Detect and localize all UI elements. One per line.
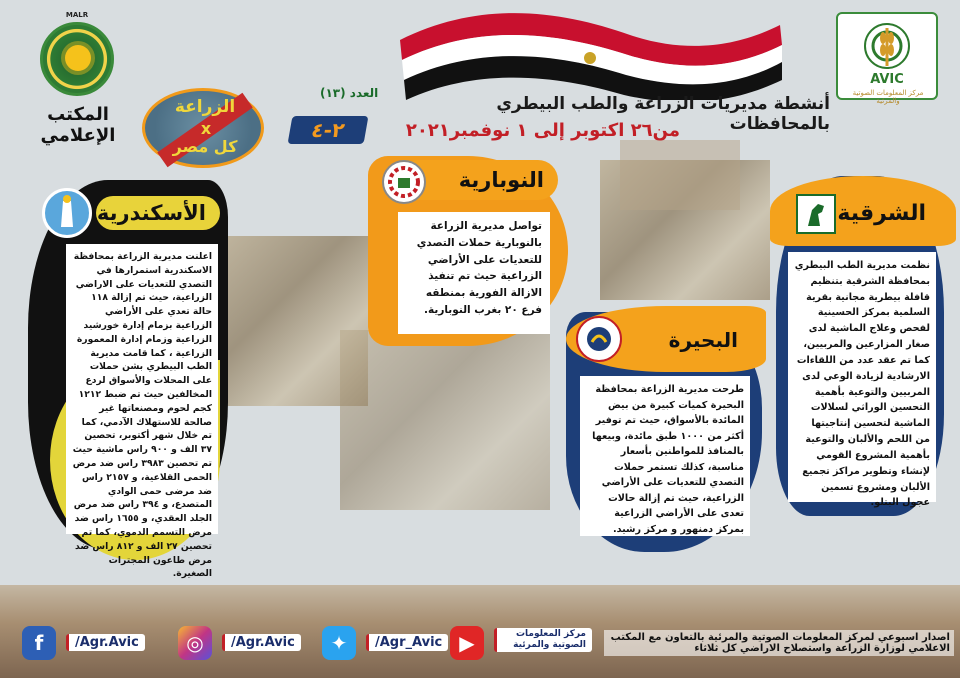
youtube-icon: ▶: [450, 626, 484, 660]
bulldozer-photo: [340, 330, 550, 510]
alexandria-body: اعلنت مديرية الزراعة بمحافظة الاسكندرية استمرارها في التصدي للتعديات على الاراضي الزراعية، حيث تم إزالة ١١٨ حالة تعدي على الأراضي الزراعية بزمام إدارة خورشيد الزراعية وزمام إدارة المعمورة الزراعية ، كما قامت مديرية الطب البيطري بشن حملات على المحلات والأسواق لردع المخالفين حيث تم ضبط ١٢١٢ كجم لحوم ومصنعاتها غير صالحة للاستهلاك الآدمي، كما تم خلال شهر أكتوبر، تحصين ٣٧ الف و ٩٠٠ راس ماشية حيث تم تحصين ٣٩٨٣ راس ضد مرض الحمى القلاعية، و ٢١٥٧ راس ضد مرضى حمى الوادي المتصدع، و ٣٩٤ راس ضد مرض الجلد العقدي، و ١٦٥٥ راس ضد مرض التسمم الدموي، كما تم تحصين ٢٧ الف و ٨١٢ راس ضد مرض طاعون المجترات الصغيرة.: [66, 244, 218, 534]
avic-subtitle: مركز المعلومات الصوتية والمرئية: [852, 89, 924, 105]
page-title: أنشطة مديريات الزراعة والطب البيطري بالمحافظات: [496, 94, 830, 134]
egypt-flag: [390, 0, 790, 100]
issue-number: العدد (١٣): [320, 86, 379, 100]
youtube-link[interactable]: [450, 620, 600, 660]
twitter-handle: /Agr_Avic: [366, 634, 448, 651]
nubaria-body: تواصل مديرية الزراعة بالنوبارية حملات التصدي للتعديات على الأراضي الزراعية حيث تم تنفيذ الازالة الفورية بمنطقه فرع ٢٠ بغرب النوبارية.: [398, 212, 550, 334]
footer-note: اصدار اسبوعي لمركز المعلومات الصوتية والمرئية بالتعاون مع المكتب الاعلامي لوزارة الزراعة واستصلاح الاراضي كل ثلاثاء: [604, 630, 954, 656]
twitter-icon: ✦: [322, 626, 356, 660]
badge-line-agriculture: الزراعة: [174, 97, 236, 117]
construction-photo: [620, 140, 740, 210]
lighthouse-icon: [42, 188, 92, 238]
instagram-link[interactable]: [178, 620, 328, 660]
sharqia-body: نظمت مديرية الطب البيطري بمحافظة الشرقية بتنظيم قافلة بيطرية مجانية بقرية السلمية بمركز الحسينية لفحص وعلاج الماشية لدى صغار المزارعين والمربيين، كما تم عقد عدد من اللقاءات الارشادية لزيادة الوعي لدى المربيين والتوعية بأهمية التحسين الوراثي لسلالات الماشية لتحسين إنتاجيتها من اللحم والألبان والتوعية بأهمية المشروع القومي لإنشاء وتطوير مراكز تجميع الألبان ومشروع تسمين عجول البتلو.: [788, 252, 936, 502]
date-range: من٢٦ اكتوبر إلى ١ نوفمبر٢٠٢١: [405, 120, 680, 141]
youtube-channel: مركز المعلومات الصوتية والمرئية: [494, 628, 592, 652]
ministry-logo-text: MALR: [65, 11, 89, 19]
avic-logo: [836, 12, 938, 105]
twitter-link[interactable]: [322, 620, 462, 660]
facebook-link[interactable]: [22, 620, 172, 660]
instagram-handle: /Agr.Avic: [222, 634, 301, 651]
sharqia-title: الشرقية: [837, 201, 926, 226]
agriculture-x-egypt-badge: [142, 88, 264, 168]
nubaria-logo: [382, 160, 426, 204]
date-tag: ٢-٤: [288, 116, 369, 144]
wheat-broadcast-icon: [838, 16, 936, 74]
sun-icon: [65, 45, 91, 71]
beheira-logo: [576, 316, 622, 362]
nubaria-title: النوبارية: [398, 160, 558, 200]
ministry-logo: [40, 11, 114, 96]
horse-emblem-icon: [796, 194, 836, 234]
facebook-handle: /Agr.Avic: [66, 634, 145, 651]
avic-title: AVIC: [870, 72, 904, 87]
facebook-icon: f: [22, 626, 56, 660]
instagram-icon: ◎: [178, 626, 212, 660]
press-office-label: المكتب الإعلامي: [40, 104, 116, 146]
badge-x: x: [200, 119, 212, 138]
beheira-body: طرحت مديرية الزراعة بمحافظة البحيرة كميات كبيرة من بيض المائدة بالأسواق، حيث تم توفير أكثر من ١٠٠٠ طبق مائدة، وبيعها بالمنافذ للمواطنين بأسعار مناسبة، كذلك تستمر حملات التصدي للتعديات على الأراضي الزراعية، حيث تم إزالة حالات تعدى على الأراضي الزراعية بمركز دمنهور و مركز رشيد.: [580, 376, 750, 536]
beheira-title: البحيرة: [668, 328, 738, 352]
alexandria-title: الأسكندرية: [96, 196, 220, 230]
badge-line-all-egypt: كل مصر: [172, 137, 238, 156]
